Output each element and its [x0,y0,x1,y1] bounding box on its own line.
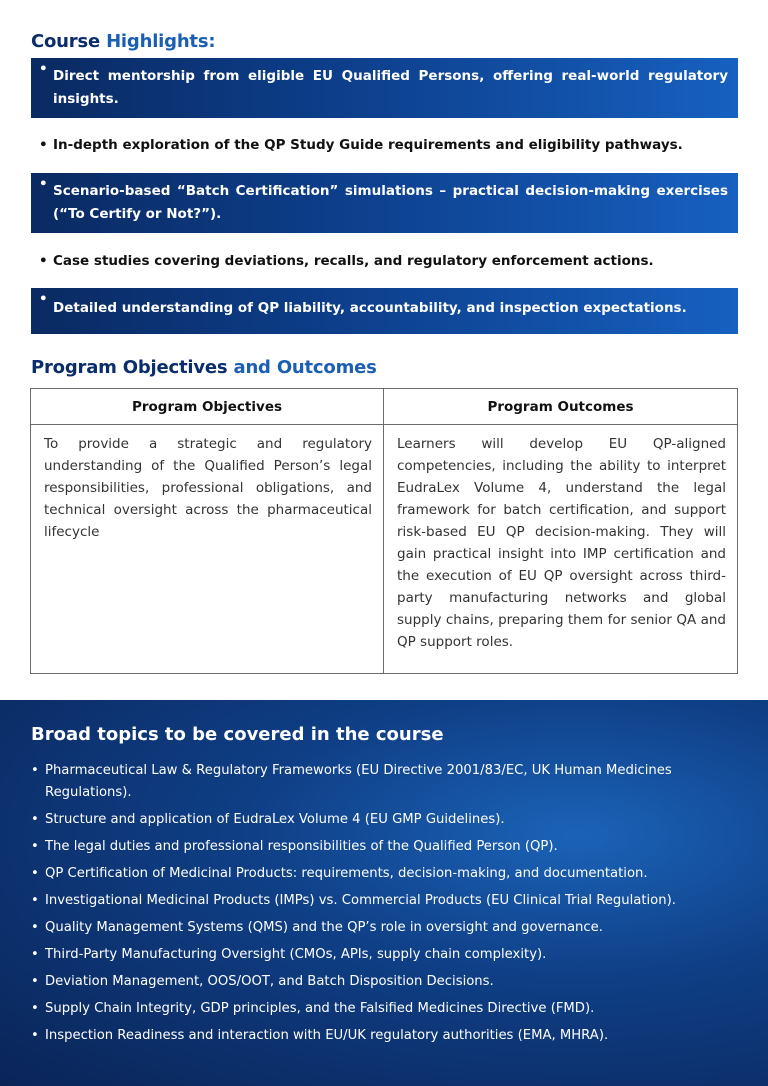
list-item: • Supply Chain Integrity, GDP principles, and the Falsified Medicines Directive (FMD). [31,998,743,1020]
list-item: • QP Certification of Medicinal Products: requirements, decision-making, and documentation. [31,863,743,885]
list-item: • Inspection Readiness and interaction with EU/UK regulatory authorities (EMA, MHRA). [31,1025,743,1047]
objectives-outcomes-table [30,388,738,674]
course-highlights-heading: Course Highlights: [31,31,216,52]
list-item: • The legal duties and professional responsibilities of the Qualified Person (QP). [31,836,743,858]
objectives-header: Program Objectives [31,389,384,425]
list-item: • Investigational Medicinal Products (IMPs) vs. Commercial Products (EU Clinical Trial Regulation). [31,890,743,912]
highlight-item: • In-depth exploration of the QP Study Guide requirements and eligibility pathways. [39,137,683,153]
program-objectives-heading: Program Objectives and Outcomes [31,357,377,378]
highlight-item: • Detailed understanding of QP liability, accountability, and inspection expectations. [31,288,738,334]
highlight-item: • Case studies covering deviations, recalls, and regulatory enforcement actions. [39,253,654,269]
outcomes-cell: Learners will develop EU QP-aligned competencies, including the ability to interpret EudraLex Volume 4, understand the legal framework for batch certification, and support risk-based EU QP decision-making. They will gain practical insight into IMP certification and the execution of EU QP oversight across third-party manufacturing networks and global supply chains, preparing them for senior QA and QP support roles. [384,425,738,674]
objectives-cell: To provide a strategic and regulatory understanding of the Qualified Person’s legal responsibilities, professional obligations, and technical oversight across the pharmaceutical lifecycle [31,425,384,674]
highlight-item: • Direct mentorship from eligible EU Qualified Persons, offering real-world regulatory insights. [31,58,738,118]
highlight-item: • Scenario-based “Batch Certification” simulations – practical decision-making exercises (“To Certify or Not?”). [31,173,738,233]
topics-section [0,700,768,1086]
list-item: • Third-Party Manufacturing Oversight (CMOs, APIs, supply chain complexity). [31,944,743,966]
outcomes-header: Program Outcomes [384,389,738,425]
topics-list [31,760,743,1052]
list-item: • Quality Management Systems (QMS) and the QP’s role in oversight and governance. [31,917,743,939]
list-item: • Structure and application of EudraLex Volume 4 (EU GMP Guidelines). [31,809,743,831]
list-item: • Pharmaceutical Law & Regulatory Frameworks (EU Directive 2001/83/EC, UK Human Medicines Regulations). [31,760,743,804]
topics-heading: Broad topics to be covered in the course [31,724,444,745]
list-item: • Deviation Management, OOS/OOT, and Batch Disposition Decisions. [31,971,743,993]
